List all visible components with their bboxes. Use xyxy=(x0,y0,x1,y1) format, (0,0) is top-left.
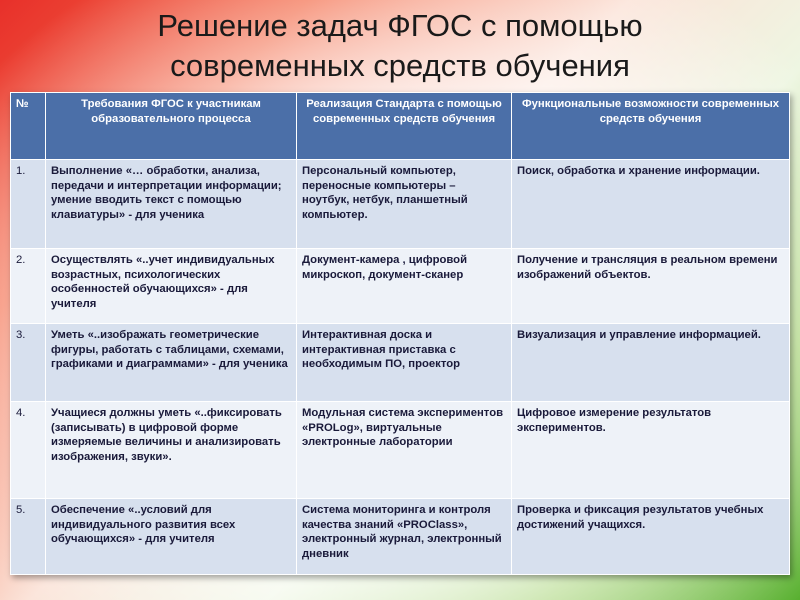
header-requirements: Требования ФГОС к участникам образовательного процесса xyxy=(46,93,297,160)
row-function: Поиск, обработка и хранение информации. xyxy=(512,160,790,249)
slide-title xyxy=(0,6,800,86)
row-number: 2. xyxy=(11,249,46,324)
row-function: Визуализация и управление информацией. xyxy=(512,324,790,402)
slide-title-line-1: Решение задач ФГОС с помощью xyxy=(157,8,643,43)
row-implementation: Система мониторинга и контроля качества знаний «PROClass», электронный журнал, электронный дневник xyxy=(297,499,512,575)
row-requirement: Обеспечение «..условий для индивидуального развития всех обучающихся» - для учителя xyxy=(46,499,297,575)
row-requirement: Осуществлять «..учет индивидуальных возрастных, психологических особенностей обучающихся» - для учителя xyxy=(46,249,297,324)
row-function: Цифровое измерение результатов экспериментов. xyxy=(512,402,790,499)
table-row xyxy=(11,324,790,402)
table-header-row xyxy=(11,93,790,160)
row-requirement: Выполнение «… обработки, анализа, передачи и интерпретации информации; умение вводить текст с помощью клавиатуры» - для ученика xyxy=(46,160,297,249)
row-number: 4. xyxy=(11,402,46,499)
row-number: 1. xyxy=(11,160,46,249)
header-functions: Функциональные возможности современных средств обучения xyxy=(512,93,790,160)
header-number: № xyxy=(11,93,46,160)
row-number: 3. xyxy=(11,324,46,402)
row-implementation: Модульная система экспериментов «PROLog», виртуальные электронные лаборатории xyxy=(297,402,512,499)
row-implementation: Документ-камера , цифровой микроскоп, документ-сканер xyxy=(297,249,512,324)
row-function: Проверка и фиксация результатов учебных достижений учащихся. xyxy=(512,499,790,575)
table-row xyxy=(11,402,790,499)
fgos-table xyxy=(10,92,790,575)
row-implementation: Персональный компьютер, переносные компьютеры – ноутбук, нетбук, планшетный компьютер. xyxy=(297,160,512,249)
table-row xyxy=(11,249,790,324)
row-requirement: Уметь «..изображать геометрические фигуры, работать с таблицами, схемами, графиками и диаграммами» - для ученика xyxy=(46,324,297,402)
row-implementation: Интерактивная доска и интерактивная приставка с необходимым ПО, проектор xyxy=(297,324,512,402)
table-row xyxy=(11,499,790,575)
header-implementation: Реализация Стандарта с помощью современных средств обучения xyxy=(297,93,512,160)
row-number: 5. xyxy=(11,499,46,575)
row-requirement: Учащиеся должны уметь «..фиксировать (записывать) в цифровой форме измеряемые величины и анализировать изображения, звуки». xyxy=(46,402,297,499)
slide-title-line-2: современных средств обучения xyxy=(170,48,630,83)
table-row xyxy=(11,160,790,249)
row-function: Получение и трансляция в реальном времени изображений объектов. xyxy=(512,249,790,324)
